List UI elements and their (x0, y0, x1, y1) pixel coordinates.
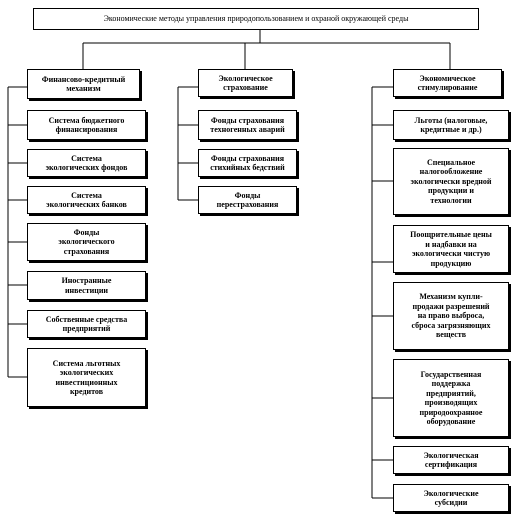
stimulus-item-eco-certification: Экологическая сертификация (393, 446, 509, 474)
stimulus-item-benefits: Льготы (налоговые, кредитные и др.) (393, 110, 509, 140)
stimulus-item-emission-permits: Механизм купли- продажи разрешений на право выброса, сброса загрязняющих веществ (393, 282, 509, 350)
finance-item-eco-banks: Система экологических банков (27, 186, 146, 214)
root-node: Экономические методы управления природопользованием и охраной окружающей среды (33, 8, 479, 30)
category-economic-stimulation: Экономическое стимулирование (393, 69, 502, 97)
finance-item-budget: Система бюджетного финансирования (27, 110, 146, 140)
category-eco-insurance: Экологическое страхование (198, 69, 293, 97)
finance-item-eco-insurance-funds: Фонды экологического страхования (27, 223, 146, 261)
insurance-item-technogenic: Фонды страхования техногенных аварий (198, 110, 297, 140)
stimulus-item-special-taxation: Специальное налогообложение экологически вредной продукции и технологии (393, 148, 509, 215)
finance-item-preferential-credits: Система льготных экологических инвестиционных кредитов (27, 348, 146, 407)
finance-item-eco-funds: Система экологических фондов (27, 149, 146, 177)
stimulus-item-eco-subsidies: Экологические субсидии (393, 484, 509, 512)
finance-item-own-funds: Собственные средства предприятий (27, 310, 146, 338)
category-finance-credit: Финансово-кредитный механизм (27, 69, 140, 99)
stimulus-item-state-support: Государственная поддержка предприятий, производящих природоохранное оборудование (393, 359, 509, 437)
stimulus-item-incentive-prices: Поощрительные цены и надбавки на экологически чистую продукцию (393, 225, 509, 273)
finance-item-foreign-investment: Иностранные инвестиции (27, 271, 146, 300)
insurance-item-natural-disasters: Фонды страхования стихийных бедствий (198, 149, 297, 177)
insurance-item-reinsurance: Фонды перестрахования (198, 186, 297, 214)
